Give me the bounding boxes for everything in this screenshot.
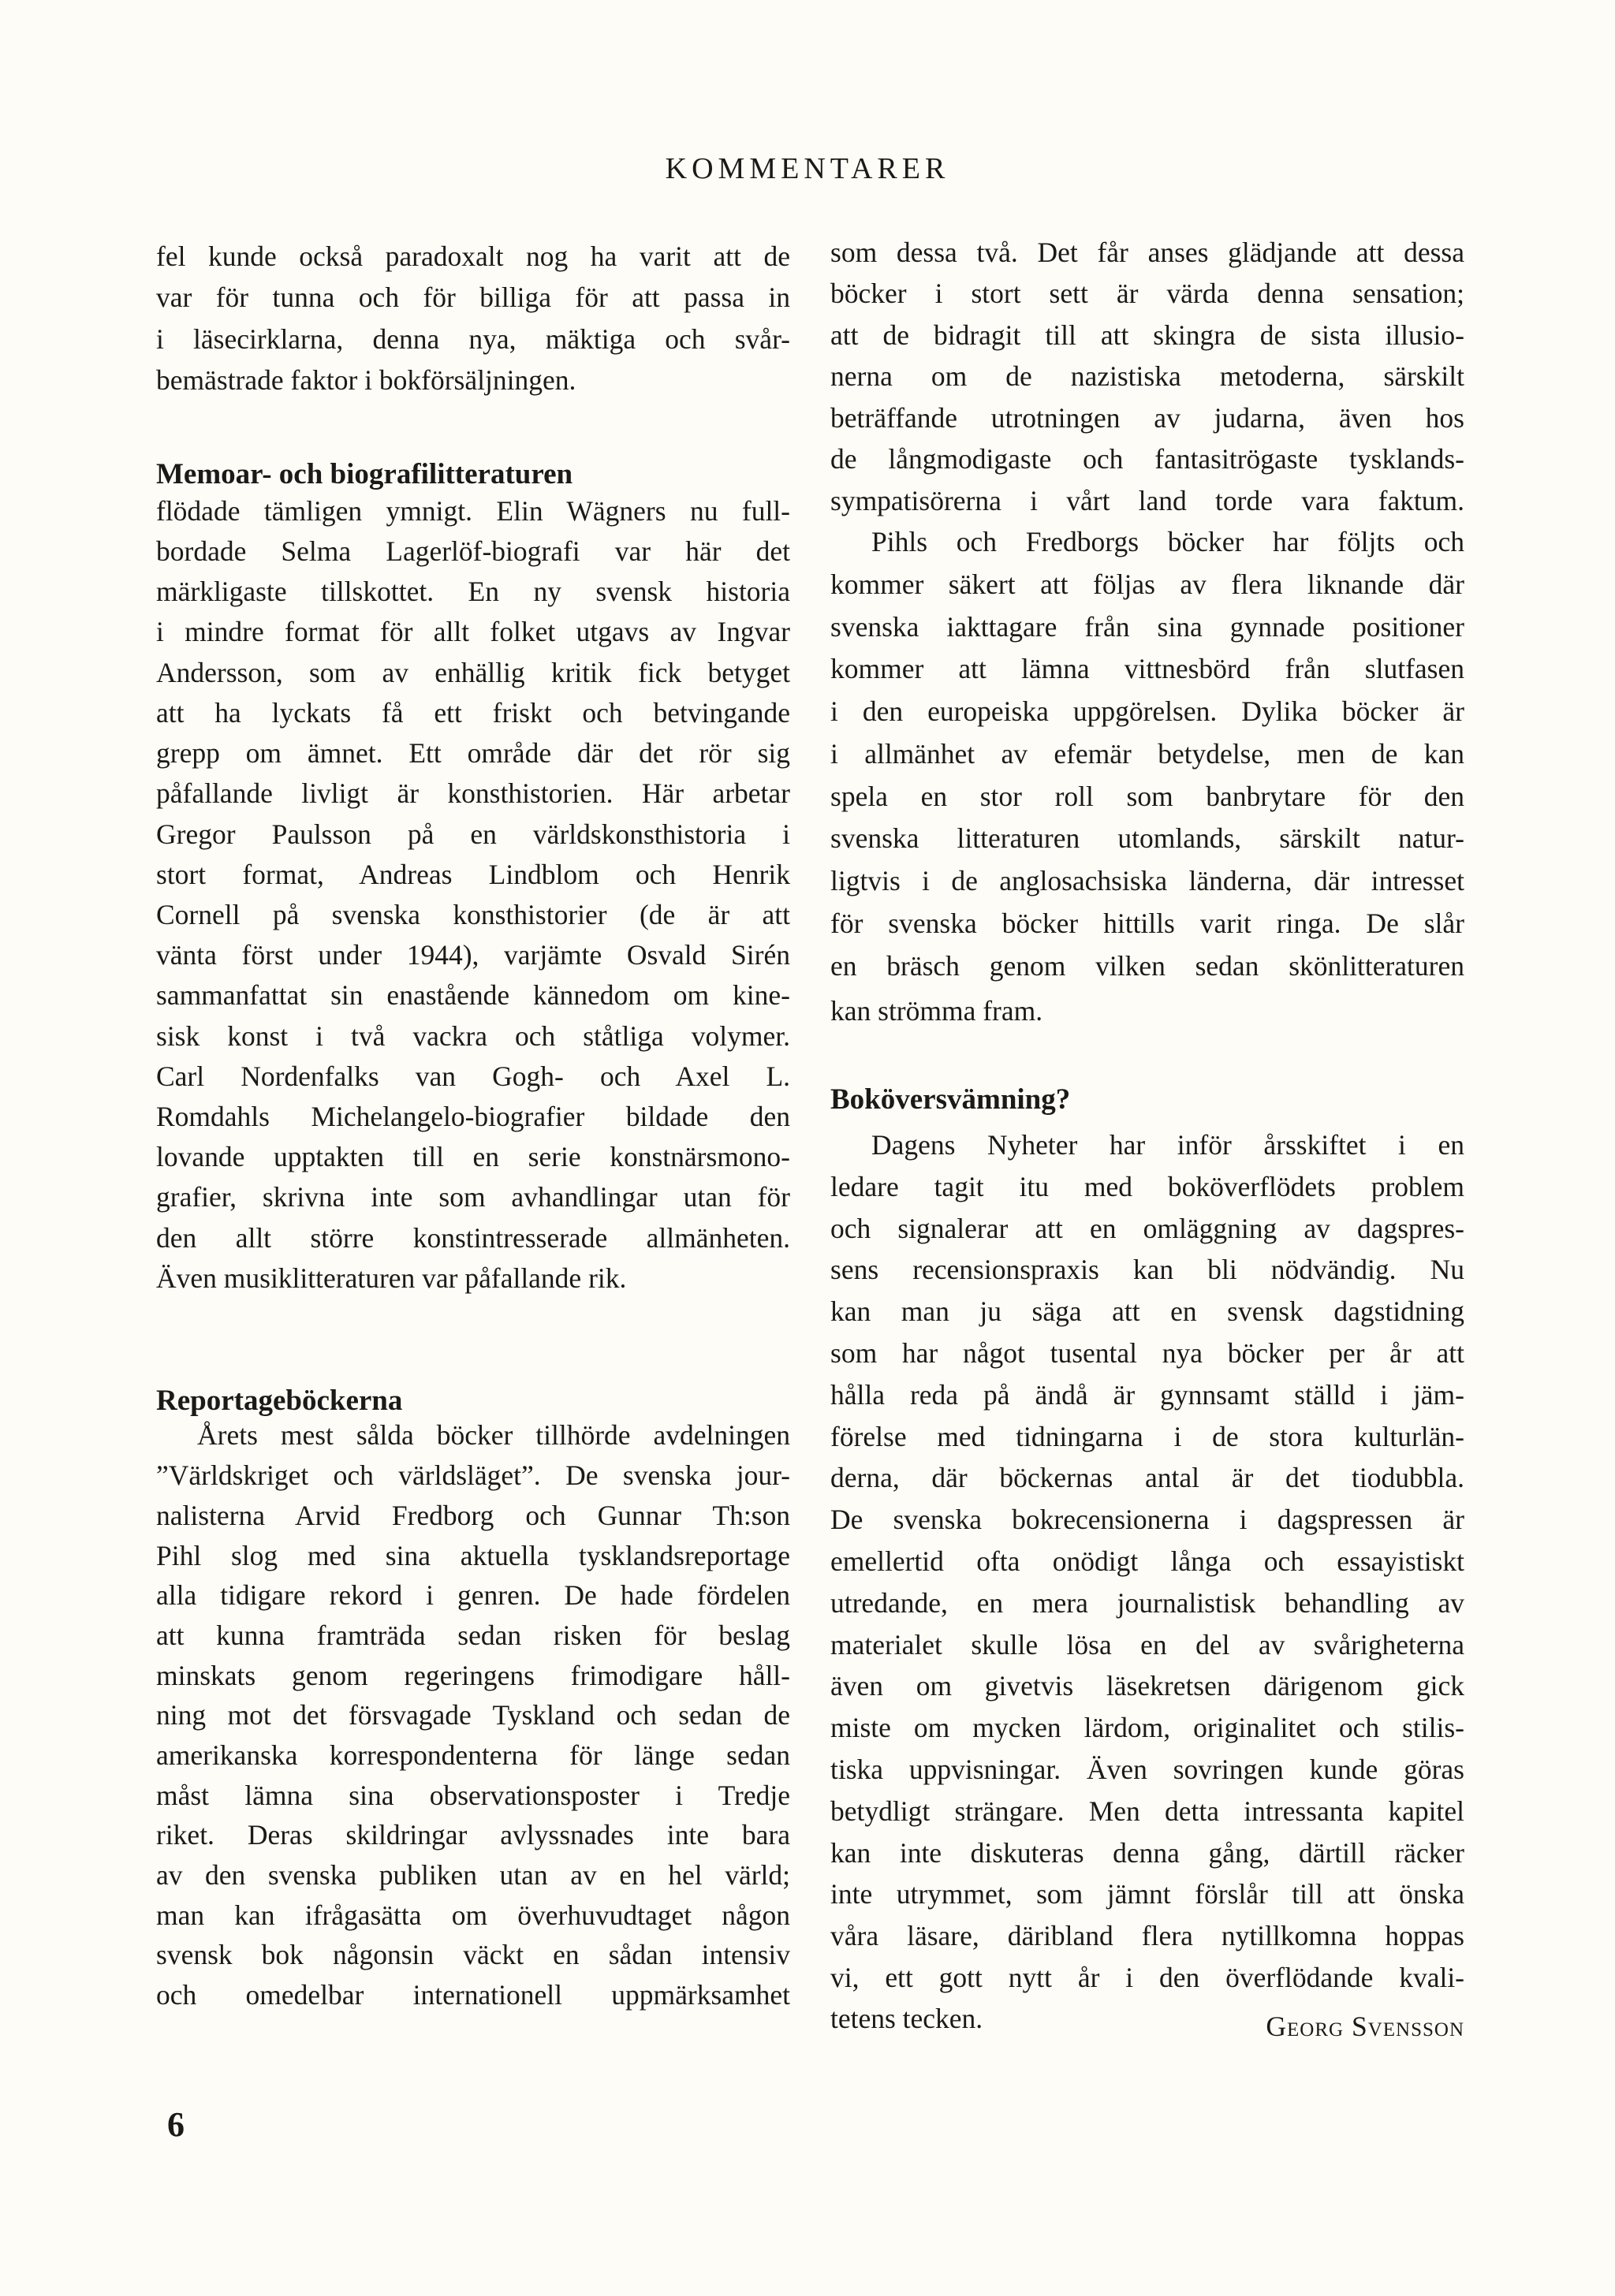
section-heading-bokoversvamning: Boköversvämning? bbox=[830, 1083, 1071, 1116]
author-signature: Georg Svensson bbox=[1266, 2011, 1464, 2042]
document-page: KOMMENTARER fel kunde också paradoxalt nog ha varit att de var för tunna och för billiga för att passa in i läsecirklarna, denna nya, mäktiga och svår- bemästrade faktor i bokförsäljningen. Memoar- och biografilitteraturen flödade tämligen ymnigt. Elin Wägners nu full- bordade Selma Lagerlöf-biografi var här det märkligaste tillskottet. En ny svensk historia i mindre format för allt folket utgavs av Ingvar Andersson, som av enhällig kritik fick betyget att ha lyckats få ett friskt och betvingande grepp om ämnet. Ett område där det rör sig påfallande livligt är konsthistorien. Här arbetar Gregor Paulsson på en världskonsthistoria i stort format, Andreas Lindblom och Henrik Cornell på svenska konsthistorier (de är att vänta först under 1944), varjämte Osvald Sirén sammanfattat sin enastående kännedom om kine- sisk konst i två vackra och ståtliga volymer. Carl Nordenfalks van Gogh- och Axel L. Romdahls Michelangelo-biografier bildade den lovande upptakten till en serie konstnärsmono- grafier, skrivna inte som avhandlingar utan för den allt större konstintresserade allmänheten. Även musiklitteraturen var påfallande rik. Reportageböckerna Årets mest sålda böcker tillhörde avdelningen ”Världskriget och världsläget”. De svenska jour- nalisterna Arvid Fredborg och Gunnar Th:son Pihl slog med sina aktuella tysklandsreportage alla tidigare rekord i genren. De hade fördelen att kunna framträda sedan risken för beslag minskats genom regeringens frimodigare håll- ning mot det försvagade Tyskland och sedan de amerikanska korrespondenterna för länge sedan måst lämna sina observationsposter i Tredje riket. Deras skildringar avlyssnades inte bara av den svenska publiken utan av en hel värld; man kan ifrågasätta om överhuvudtaget någon svensk bok någonsin väckt en sådan intensiv och omedelbar internationell uppmärksamhet som dessa två. Det får anses glädjande att dessa böcker i stort sett är värda denna sensation; att de bidragit till att skingra de sista illusio- nerna om de nazistiska metoderna, särskilt beträffande utrotningen av judarna, även hos de långmodigaste och fantasitrögaste tysklands- sympatisörerna i vårt land torde vara faktum. Pihls och Fredborgs böcker har följts och kommer säkert att följas av flera liknande där svenska iakttagare från sina gynnade positioner kommer att lämna vittnesbörd från slutfasen i den europeiska uppgörelsen. Dylika böcker är i allmänhet av efemär betydelse, men de kan spela en stor roll som banbrytare för den svenska litteraturen utomlands, särskilt natur- ligtvis i de anglosachsiska länderna, där intresset för svenska böcker hittills varit ringa. De slår en bräsch genom vilken sedan skönlitteraturen kan strömma fram. Boköversvämning? Dagens Nyheter har inför årsskiftet i en ledare tagit itu med boköverflödets problem och signalerar att en omläggning av dagspres- sens recensionspraxis kan bli nödvändig. Nu kan man ju säga att en svensk dagstidning som har något tusental nya böcker per år att hålla reda på ändå är gynnsamt ställd i jäm- förelse med tidningarna i de stora kulturlän- derna, där böckernas antal är det tiodubbla. De svenska bokrecensionerna i dagspressen är emellertid ofta onödigt långa och essayistiskt utredande, en mera journalistisk behandling av materialet skulle lösa en del av svårigheterna även om givetvis läsekretsen därigenom gick miste om mycken lärdom, originalitet och stilis- tiska uppvisningar. Även sovringen kunde göras betydligt strängare. Men detta intressanta kapitel kan inte diskuteras denna gång, därtill räcker inte utrymmet, som jämnt förslår till att önska våra läsare, däribland flera nytillkomna hoppas vi, ett gott nytt år i den överflödande kvali- tetens tecken. Georg Svensson 6 bbox=[0, 0, 1615, 2296]
running-head: KOMMENTARER bbox=[665, 152, 950, 185]
page-number: 6 bbox=[167, 2105, 185, 2144]
section-heading-reportage: Reportageböckerna bbox=[156, 1385, 403, 1417]
section-heading-memoar: Memoar- och biografilitteraturen bbox=[156, 458, 573, 490]
